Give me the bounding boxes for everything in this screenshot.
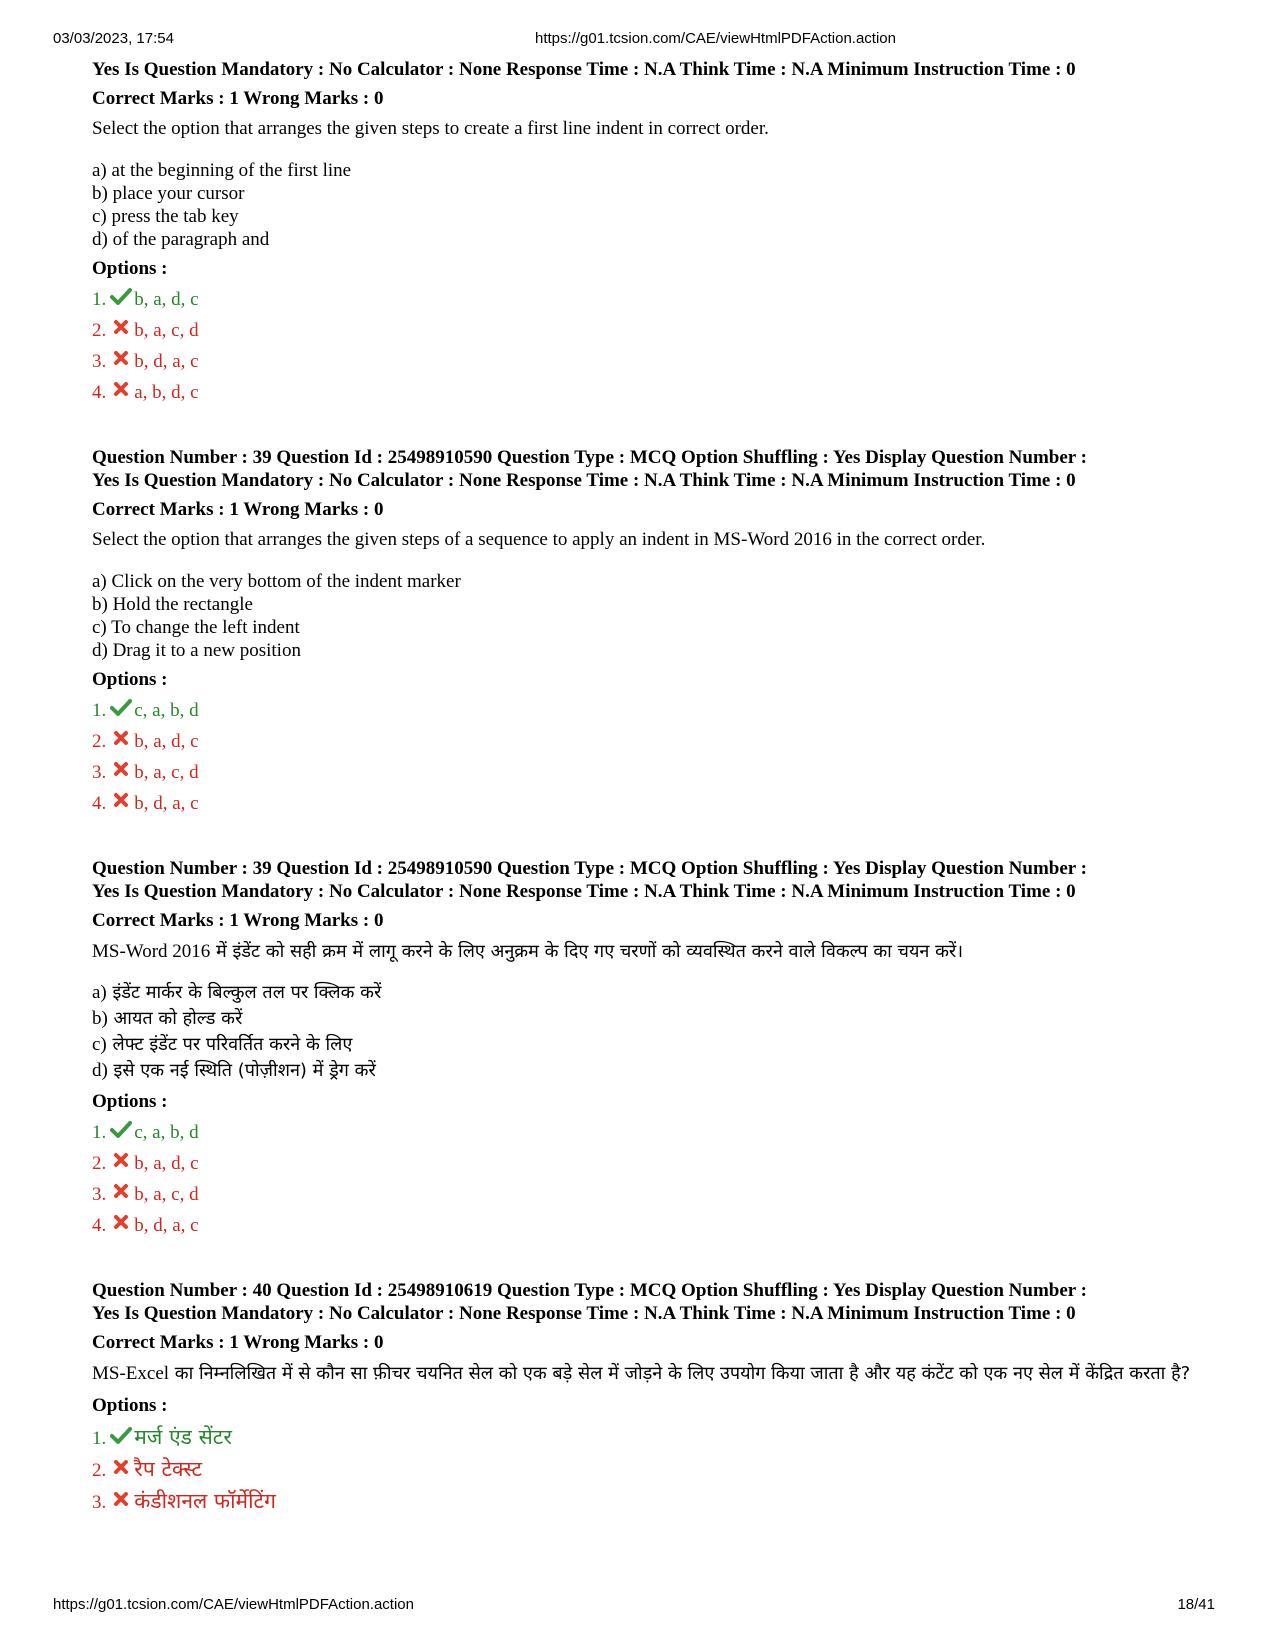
step-label: d) xyxy=(92,1060,108,1081)
option-text: b, d, a, c xyxy=(134,793,199,814)
option-item xyxy=(92,1453,1212,1485)
option-item xyxy=(92,1210,1212,1241)
question-block xyxy=(92,857,1212,1241)
question-text-prefix: MS-Excel xyxy=(92,1363,170,1384)
option-item xyxy=(92,757,1212,788)
print-url: https://g01.tcsion.com/CAE/viewHtmlPDFAction.action xyxy=(535,30,896,47)
option-item xyxy=(92,1485,1212,1517)
option-text: b, a, d, c xyxy=(134,731,199,752)
option-number: 1. xyxy=(92,1428,107,1449)
cross-icon xyxy=(110,1454,132,1472)
step-item xyxy=(92,1032,1212,1058)
options-label: Options : xyxy=(92,1395,168,1416)
step-item: d) Drag it to a new position xyxy=(92,640,301,661)
question-block xyxy=(92,1279,1212,1517)
document-body xyxy=(92,58,1212,1517)
option-text: c, a, b, d xyxy=(134,1122,199,1143)
question-text xyxy=(92,937,1212,966)
step-item: a) at the beginning of the first line xyxy=(92,160,352,181)
question-steps xyxy=(92,159,1212,251)
question-steps xyxy=(92,980,1212,1084)
option-item xyxy=(92,284,1212,315)
option-number: 3. xyxy=(92,351,107,372)
option-text: b, d, a, c xyxy=(134,351,199,372)
question-marks: Correct Marks : 1 Wrong Marks : 0 xyxy=(92,499,384,520)
step-label: c) xyxy=(92,1034,107,1055)
option-item xyxy=(92,1148,1212,1179)
cross-icon xyxy=(110,378,132,396)
option-number: 1. xyxy=(92,289,107,310)
step-item xyxy=(92,980,1212,1006)
checkmark-icon xyxy=(110,1118,132,1136)
option-number: 1. xyxy=(92,1122,107,1143)
question-block xyxy=(92,446,1212,819)
checkmark-icon xyxy=(110,696,132,714)
option-number: 3. xyxy=(92,1492,107,1513)
option-number: 4. xyxy=(92,1215,107,1236)
option-item xyxy=(92,726,1212,757)
option-number: 4. xyxy=(92,382,107,403)
cross-icon xyxy=(110,1486,132,1504)
option-item xyxy=(92,1421,1212,1453)
option-number: 2. xyxy=(92,731,107,752)
question-meta: Yes Is Question Mandatory : No Calculator : None Response Time : N.A Think Time : N.A Minimum Instruction Time : 0 xyxy=(92,881,1076,902)
option-number: 4. xyxy=(92,793,107,814)
checkmark-icon xyxy=(110,285,132,303)
option-text: b, d, a, c xyxy=(134,1215,199,1236)
options-label: Options : xyxy=(92,258,168,279)
cross-icon xyxy=(110,758,132,776)
step-label: a) xyxy=(92,982,107,1003)
cross-icon xyxy=(110,1149,132,1167)
question-marks: Correct Marks : 1 Wrong Marks : 0 xyxy=(92,1332,384,1353)
step-item: b) Hold the rectangle xyxy=(92,594,253,615)
question-meta: Question Number : 39 Question Id : 25498910590 Question Type : MCQ Option Shuffling : Yes Display Question Number : xyxy=(92,858,1087,879)
option-item xyxy=(92,315,1212,346)
step-item: a) Click on the very bottom of the indent marker xyxy=(92,571,461,592)
option-number: 2. xyxy=(92,320,107,341)
cross-icon xyxy=(110,789,132,807)
option-text: b, a, c, d xyxy=(134,320,199,341)
step-text: इंडेंट मार्कर के बिल्कुल तल पर क्लिक करें xyxy=(106,982,382,1003)
cross-icon xyxy=(110,1211,132,1229)
cross-icon xyxy=(110,727,132,745)
options-list xyxy=(92,1421,1212,1517)
option-number: 2. xyxy=(92,1460,107,1481)
option-item xyxy=(92,377,1212,408)
footer-url: https://g01.tcsion.com/CAE/viewHtmlPDFAction.action xyxy=(53,1596,414,1613)
option-item xyxy=(92,1179,1212,1210)
options-label: Options : xyxy=(92,1091,168,1112)
question-text xyxy=(92,1359,1212,1388)
option-text: b, a, c, d xyxy=(134,1184,199,1205)
step-item: c) To change the left indent xyxy=(92,617,300,638)
print-datetime: 03/03/2023, 17:54 xyxy=(53,30,174,47)
step-text: लेफ्ट इंडेंट पर परिवर्तित करने के लिए xyxy=(106,1034,353,1055)
options-list xyxy=(92,1117,1212,1241)
step-item: d) of the paragraph and xyxy=(92,229,270,250)
option-text: कंडीशनल फॉर्मेटिंग xyxy=(134,1489,276,1513)
question-meta: Question Number : 40 Question Id : 25498910619 Question Type : MCQ Option Shuffling : Yes Display Question Number : xyxy=(92,1280,1087,1301)
question-meta: Question Number : 39 Question Id : 25498910590 Question Type : MCQ Option Shuffling : Yes Display Question Number : xyxy=(92,447,1087,468)
option-text: b, a, d, c xyxy=(134,289,199,310)
question-meta: Yes Is Question Mandatory : No Calculator : None Response Time : N.A Think Time : N.A Minimum Instruction Time : 0 xyxy=(92,1303,1076,1324)
option-number: 1. xyxy=(92,700,107,721)
cross-icon xyxy=(110,316,132,334)
question-meta: Yes Is Question Mandatory : No Calculator : None Response Time : N.A Think Time : N.A Minimum Instruction Time : 0 xyxy=(92,59,1076,80)
page-number: 18/41 xyxy=(1177,1596,1215,1613)
options-list xyxy=(92,695,1212,819)
option-item xyxy=(92,695,1212,726)
option-text: b, a, d, c xyxy=(134,1153,199,1174)
option-number: 3. xyxy=(92,1184,107,1205)
step-text: इसे एक नई स्थिति (पोज़ीशन) में ड्रेग करें xyxy=(107,1060,376,1081)
step-item xyxy=(92,1058,1212,1084)
question-block xyxy=(92,58,1212,408)
step-item xyxy=(92,1006,1212,1032)
options-label: Options : xyxy=(92,669,168,690)
step-label: b) xyxy=(92,1008,108,1029)
cross-icon xyxy=(110,347,132,365)
cross-icon xyxy=(110,1180,132,1198)
question-meta: Yes Is Question Mandatory : No Calculator : None Response Time : N.A Think Time : N.A Minimum Instruction Time : 0 xyxy=(92,470,1076,491)
option-text: a, b, d, c xyxy=(134,382,199,403)
option-text: मर्ज एंड सेंटर xyxy=(134,1425,232,1449)
option-text: b, a, c, d xyxy=(134,762,199,783)
option-item xyxy=(92,346,1212,377)
option-item xyxy=(92,1117,1212,1148)
question-marks: Correct Marks : 1 Wrong Marks : 0 xyxy=(92,88,384,109)
options-list xyxy=(92,284,1212,408)
option-number: 3. xyxy=(92,762,107,783)
question-text-prefix: MS-Word 2016 xyxy=(92,941,211,962)
option-text: c, a, b, d xyxy=(134,700,199,721)
question-steps xyxy=(92,570,1212,662)
question-text-hindi: का निम्नलिखित में से कौन सा फ़ीचर चयनित सेल को एक बड़े सेल में जोड़ने के लिए उपयोग किया जाता है और यह कंटेंट को एक नए सेल में केंद्रित करता है? xyxy=(169,1363,1191,1384)
question-text-hindi: में इंडेंट को सही क्रम में लागू करने के लिए अनुक्रम के दिए गए चरणों को व्यवस्थित करने वाले विकल्प का चयन करें। xyxy=(210,941,964,962)
question-marks: Correct Marks : 1 Wrong Marks : 0 xyxy=(92,910,384,931)
option-number: 2. xyxy=(92,1153,107,1174)
checkmark-icon xyxy=(110,1422,132,1440)
question-text: Select the option that arranges the given steps to create a first line indent in correct order. xyxy=(92,118,769,139)
question-text: Select the option that arranges the given steps of a sequence to apply an indent in MS-Word 2016 in the correct order. xyxy=(92,529,986,550)
option-item xyxy=(92,788,1212,819)
step-item: c) press the tab key xyxy=(92,206,239,227)
step-text: आयत को होल्ड करें xyxy=(107,1008,243,1029)
option-text: रैप टेक्स्ट xyxy=(134,1457,203,1481)
step-item: b) place your cursor xyxy=(92,183,245,204)
